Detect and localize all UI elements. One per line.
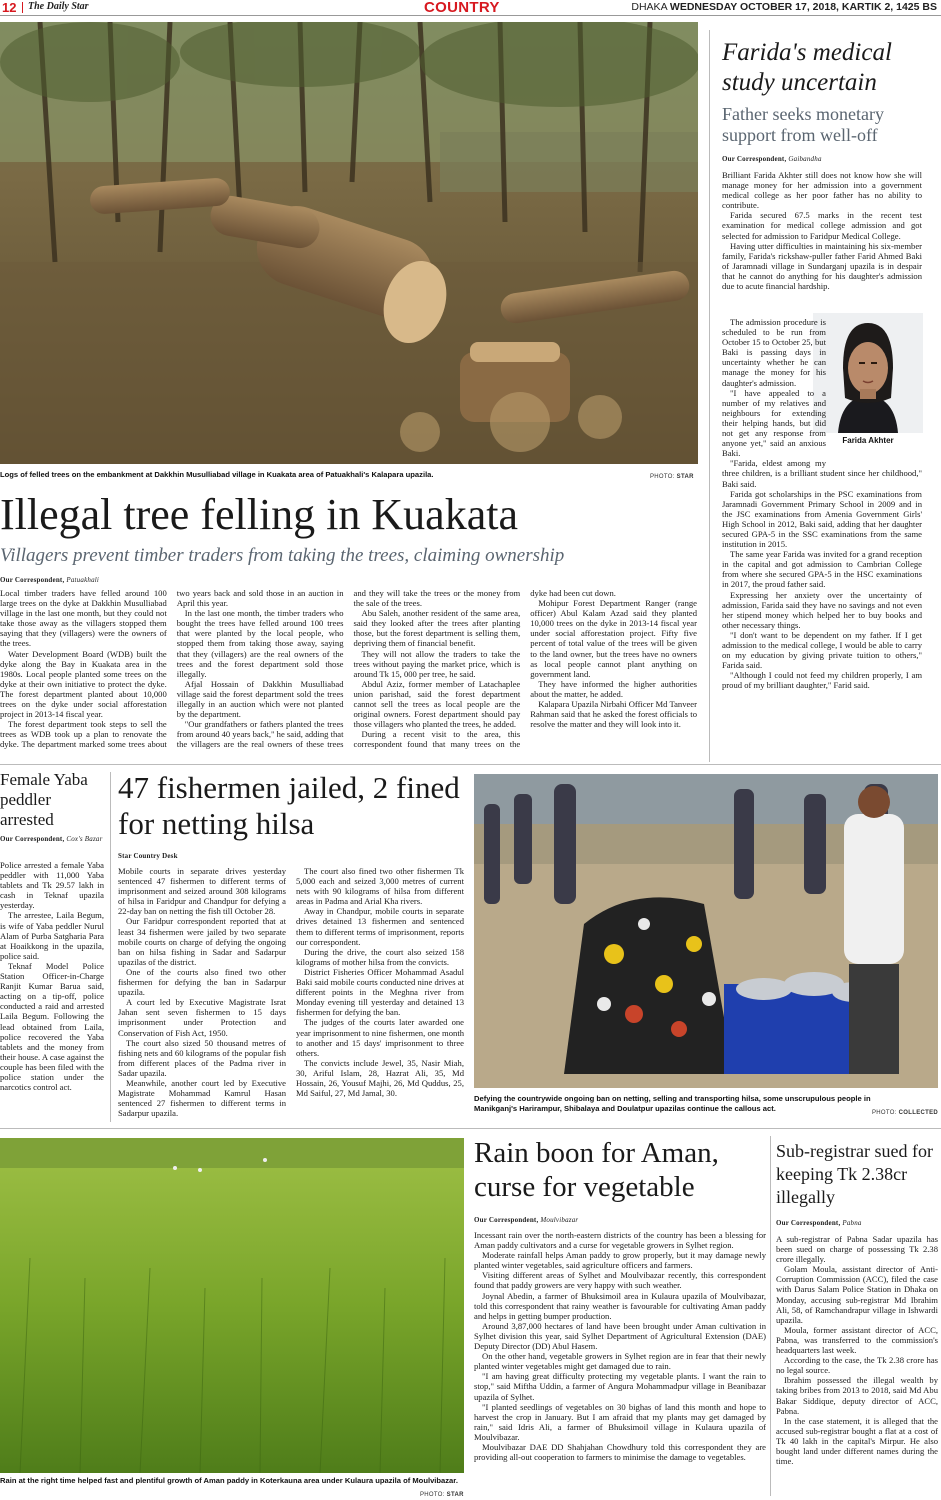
hilsa-market-image [474,774,938,1088]
aman-paddy-field-image [0,1138,464,1473]
portrait-float [826,317,922,459]
column-rule-yaba [110,772,111,1122]
header-divider [22,2,23,13]
kuakata-photo-caption: Logs of felled trees on the embankment at Dakkhin Musulliabad village in Kuakata area of Patuakhali's Kalapara upazila. [0,470,434,479]
yaba-headline: Female Yaba peddler arrested [0,770,88,829]
kuakata-photo [0,22,698,464]
kuakata-headline: Illegal tree felling in Kuakata [0,490,518,539]
farida-byline: Our Correspondent, Gaibandha [722,155,822,163]
fishermen-byline: Star Country Desk [118,852,178,860]
column-rule-subregistrar [770,1136,771,1496]
farida-article-top: Brilliant Farida Akhter still does not know how she will manage money for her admission into a government medical college as her poor father has no ability to contribute. Farida secured 67.5 marks in the recent test examination for medical college admission and got selected for admission to Faridpur Medical College. Having utter difficulties in maintaining his six-member family, Farida's rickshaw-puller father Farid Ahmed Baki of Jaramnadi village in Sundarganj upazila is in despair that he cannot do anything for his daughter's admission due to acute financial hardship. [722,170,922,292]
fishermen-article-body: Mobile courts in separate drives yesterday sentenced 47 fishermen to different terms of imprisonment and seized around 308 kilograms of hilsa in Faridpur and Chandpur for defying a 22-day ban on netting the fish till October 28. Our Faridpur correspondent reported that at least 34 fishermen were jailed by two separate mobile courts on charge of defying the ongoing ban on hilsa fishing in Sadar and Sadarpur upazilas of the district. One of the courts also fined two other fishermen for defying the ban in Sadarpur upazila. A court led by Executive Magistrate Israt Jahan sent seven fishermen to 15 days imprisonment under Protection and Conservation of Fish Act, 1950. The court also sized 50 thousand metres of fishing nets and 60 kilograms of the popular fish from different places of the Padma river in Sadar upazila. Meanwhile, another court led by Executive Magistrate Mohammad Kamrul Hasan sentenced 27 fishermen to different terms in Sadarpur upazila. The court also fined two other fishermen Tk 5,000 each and seized 3,000 metres of current nets with 90 kilograms of hilsa from different areas in Padma and Arial Kha rivers. Away in Chandpur, mobile courts in separate drives detained 13 fishermen and sentenced them to different terms of imprisonment, reports our correspondent. During the drive, the court also seized 158 kilograms of mother hilsa from the convicts. District Fisheries Officer Mohammad Asadul Baki said mobile courts conducted nine drives at different points in the Meghna river from Monday evening till yesterday and detained 13 fishermen for defying the ban. The judges of the courts later awarded one year imprisonment to nine fishermen, one month to another and 15 days' imprisonment to three others. The convicts include Jewel, 35, Nasir Miah, 30, Ariful Islam, 28, Hazrat Ali, 35, Md Hossain, 26, Yousuf Majhi, 26, Md Quddus, 25, Md Saiful, 27, Md Jamal, 30. [118,866,464,1119]
hilsa-photo-caption: Defying the countrywide ongoing ban on netting, selling and transporting hilsa, some unscrupulous people in Manikganj's Harirampur, Shibalaya and Doulatpur upazilas continue the callous act. [474,1094,871,1113]
dateline-date: WEDNESDAY OCTOBER 17, 2018, KARTIK 2, 1425 BS [669,1,937,13]
dateline [631,1,937,13]
section-label: COUNTRY [424,0,500,16]
dateline-city: DHAKA [631,1,667,13]
rain-headline: Rain boon for Aman, curse for vegetable [474,1137,719,1203]
farida-subheadline: Father seeks monetary support from well-off [722,104,884,145]
subregistrar-byline: Our Correspondent, Pabna [776,1219,862,1227]
hilsa-photo [474,774,938,1088]
page-header [0,0,941,16]
yaba-article-body: Police arrested a female Yaba peddler with 11,000 Yaba tablets and Tk 29.57 lakh in cash in Teknaf upazila yesterday. The arrestee, Laila Begum, is wife of Yaba peddler Nurul Alam of Purba Satgharia Para at Hoaikkong in the upazila, police said. Teknaf Model Police Station Officer-in-Charge Ranjit Kumar Barua said, acting on a tip-off, police conducted a raid and arrested Laila Begum. Following the lead obtained from Laila, police recovered the Yaba tablets and the money from their house. A case against the couple has been filed with the police station under the narcotics control act. [0,860,104,1093]
paddy-photo-caption: Rain at the right time helped fast and plentiful growth of Aman paddy in Koterkauna area under Kulaura upazila of Moulvibazar. [0,1476,458,1485]
section-divider-1 [0,764,941,765]
farida-photo-label: Farida Akhter [842,436,894,445]
page-number: 12 [2,0,17,15]
paddy-photo-credit: PHOTO: STAR [420,1492,464,1498]
kuakata-subheadline: Villagers prevent timber traders from taking the trees, claiming ownership [0,545,565,566]
fishermen-headline: 47 fishermen jailed, 2 fined for netting hilsa [118,770,460,841]
rain-article-body: Incessant rain over the north-eastern districts of the country has been a blessing for Aman paddy cultivators and a curse for vegetable growers in Sylhet region. Moderate rainfall helps Aman paddy to grow properly, but it may damage newly planted winter vegetables, said agriculture officers and farmers. Visiting different areas of Sylhet and Moulvibazar recently, this correspondent found that paddy growers are very happy with such weather. Joynal Abedin, a farmer of Bhuksimoil area in Kulaura upazila of Moulvibazar, told this correspondent that rainy weather is favourable for cultivating Aman paddy and helps in getting bumper production. Around 3,87,000 hectares of land have been brought under Aman cultivation in Sylhet division this year, said Sylhet Department of Agricultural Extension (DAE) Deputy Director (DD) Abul Hasem. On the other hand, vegetable growers in Sylhet region are in fear that their newly planted winter vegetables might get damaged due to rain. "I am having great difficulty protecting my vegetable plants. I want the rain to stop," said Miftha Uddin, a farmer of Angura Mohammadpur village in Beanibazar upazila of Sylhet. "I planted seedlings of vegetables on 30 bighas of land this month and hope to harvest the crop in January. But I am afraid that my plants may get damaged by rain," said Idris Ali, a farmer of Bhuksimoil village in Kulaura upazila of Moulvibazar. Moulvibazar DAE DD Shahjahan Chowdhury told this correspondent they are providing all-out cooperation to farmers to minimise the damage to vegetables. [474,1230,766,1463]
kuakata-article-body: Local timber traders have felled around 100 large trees on the dyke at Dakkhin Musulliabad village in the last one month, but they could not take those away as the villagers stopped them saying that they (villagers) were the owners of the trees. Water Development Board (WDB) built the dyke along the Bay in Kuakata area in the 1980s. Local people planted some trees on the dyke at their own initiative to protect the dyke. The forest department planted about 10,000 trees on the dyke under social afforestation project in 2013-14 fiscal year. The forest department took steps to sell the trees as WDB took up a plan to renovate the dyke. The department marked some trees about two years back and sold those in an auction in April this year. In the last one month, the timber traders who bought the trees have felled around 100 trees that were planted by the local people, who stopped them from taking those away, saying that they (villagers) are the real owners of the trees and the forest department sold those illegally. Afjal Hossain of Dakkhin Musulliabad village said the forest department sold the trees illegally in an auction which were not planted by the department. "Our grandfathers or fathers planted the trees from around 40 years back," he said, adding that the villagers are the real owners of these trees and they will take the trees or the money from the sale of the trees. Abu Saleh, another resident of the same area, said they looked after the trees after planting those, but the forest department is selling them, depriving them of financial benefit. They will not allow the traders to take the trees without paying the market price, which is around Tk 15, 000 per tree, he said. Abdul Aziz, former member of Latachaplee union parishad, said the forest department cannot sell the trees as local people are the original owners. Forest department should pay those villagers who planted the trees, he added. During a recent visit to the area, this correspondent found that many trees on the dyke had been cut down. Mohipur Forest Department Ranger (range officer) Abul Kalam Azad said they planted 10,000 trees on the dyke in 2013-14 fiscal year under social afforestation project. Fifty five percent of total value of the trees will be given to the land owner, but the trees have no owners as local people cannot plant anything on government land. They have informed the higher authorities about the matter, he added. Kalapara Upazila Nirbahi Officer Md Tanveer Rahman said that he asked the forest officials to resolve the matter and they will look into it. [0,588,697,750]
farida-headline: Farida's medical study uncertain [722,39,892,96]
subregistrar-article-body: A sub-registrar of Pabna Sadar upazila has been sued on charge of possessing Tk 2.38 crore illegally. Golam Moula, assistant director of Anti-Corruption Commission (ACC), filed the case with Darus Salam Police Station in Dhaka on Monday, accusing sub-registrar Md Ibrahim Ali, 58, of Ramchandrapur village in Ishwardi upazila. Moula, former assistant director of ACC, Pabna, was transferred to the commission's headquarters last week. According to the case, the Tk 2.38 crore has no legal source. Ibrahim possessed the illegal wealth by taking bribes from 2013 to 2018, said Md Abu Bakar Siddique, deputy director of ACC, Pabna. In the case statement, it is alleged that the accused sub-registrar bought a flat at a cost of Tk 40 lakh in the capital's Mirpur. He also bought land under different names during the time. [776,1234,938,1467]
paddy-photo [0,1138,464,1473]
yaba-byline: Our Correspondent, Cox's Bazar [0,835,103,843]
felled-trees-image [0,22,698,464]
kuakata-byline: Our Correspondent, Patuakhali [0,576,100,584]
farida-article-wrap: The admission procedure is scheduled to be run from October 15 to October 25, but Baki is passing days in uncertainty whether he can manage the money for his daughter's admission. "I have appealed to a number of my relatives and neighbours for extending their helping hands, but did not get any response from anyone yet," said an anxious Baki. "Farida, eldest among my three children, is a brilliant student since her childhood," Baki said. Farida got scholarships in the PSC examinations from Jaramnadi Government Primary School in 2009 and in the JSC examinations from Amenia Government Girls' High School in 2012, Baki said, adding that her daughter secured GPA-5 in the SSC examinations from the same institution in 2015. The same year Farida was invited for a grand reception in the capital and got admission to Cambrian College from where she secured GPA-5 in the HSC examinations in 2017, the proud father said. Expressing her anxiety over the uncertainty of admission, Farida said they have no savings and not even her stipend money which helped her to buy books and other necessary things. "I don't want to be dependent on my father. If I get admission to the medical college, I would be able to carry on my education by giving private tuition to others," Farida said. "Although I could not feed my children properly, I am proud of my brilliant daughter," Farid said. [722,317,922,691]
section-divider-2 [0,1128,941,1129]
subregistrar-headline: Sub-registrar sued for keeping Tk 2.38cr illegally [776,1141,933,1207]
masthead-logo: The Daily Star [28,1,89,12]
hilsa-photo-credit: PHOTO: COLLECTED [872,1110,939,1116]
rain-byline: Our Correspondent, Moulvibazar [474,1216,579,1224]
kuakata-photo-credit: PHOTO: STAR [650,474,694,480]
